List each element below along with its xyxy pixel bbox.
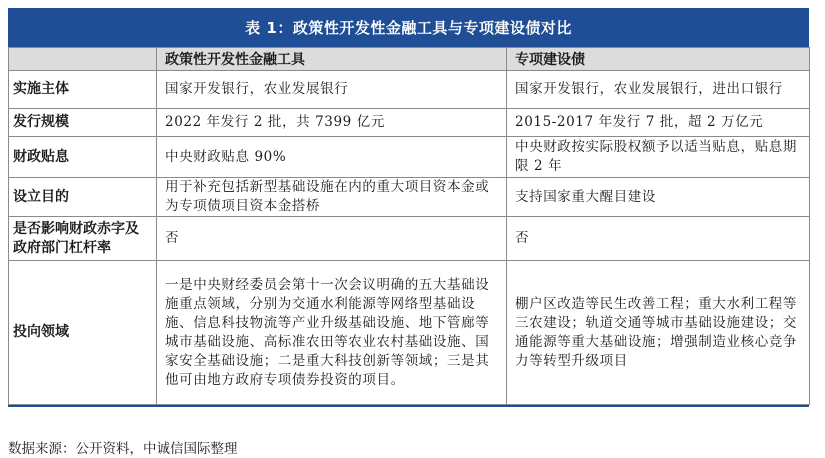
cell-policy-tool: 2022 年发行 2 批，共 7399 亿元: [157, 109, 507, 137]
cell-policy-tool: 用于补充包括新型基础设施在内的重大项目资本金或为专项债项目资本金搭桥: [157, 178, 507, 217]
cell-special-bond: 棚户区改造等民生改善工程；重大水利工程等三农建设；轨道交通等城市基础设施建设；交通能源等重大基础设施；增强制造业核心竞争力等转型升级项目: [507, 261, 810, 405]
comparison-table: [8, 47, 810, 405]
bottom-rule: [8, 405, 809, 407]
table-title: 表 1：政策性开发性金融工具与专项建设债对比: [8, 8, 809, 47]
header-policy-tool: 政策性开发性金融工具: [157, 48, 507, 71]
cell-policy-tool: 否: [157, 217, 507, 261]
row-label: 实施主体: [9, 71, 157, 109]
cell-policy-tool: 国家开发银行，农业发展银行: [157, 71, 507, 109]
cell-special-bond: 国家开发银行，农业发展银行，进出口银行: [507, 71, 810, 109]
row-label: 发行规模: [9, 109, 157, 137]
cell-policy-tool: 一是中央财经委员会第十一次会议明确的五大基础设施重点领域，分别为交通水利能源等网络型基础设施、信息科技物流等产业升级基础设施、地下管廊等城市基础设施、高标准农田等农业农村基础设施、国家安全基础设施；二是重大科技创新等领域；三是其他可由地方政府专项债券投资的项目。: [157, 261, 507, 405]
cell-special-bond: 2015-2017 年发行 7 批，超 2 万亿元: [507, 109, 810, 137]
table-row: [9, 178, 810, 217]
cell-special-bond: 支持国家重大醒目建设: [507, 178, 810, 217]
row-label: 是否影响财政赤字及政府部门杠杆率: [9, 217, 157, 261]
cell-special-bond: 中央财政按实际股权额予以适当贴息，贴息期限 2 年: [507, 137, 810, 178]
row-label: 投向领域: [9, 261, 157, 405]
cell-special-bond: 否: [507, 217, 810, 261]
header-blank: [9, 48, 157, 71]
table-row: [9, 71, 810, 109]
row-label: 设立目的: [9, 178, 157, 217]
table-row: [9, 261, 810, 405]
row-label: 财政贴息: [9, 137, 157, 178]
header-row: [9, 48, 810, 71]
source-note: 数据来源：公开资料，中诚信国际整理: [8, 441, 238, 457]
table-row: [9, 109, 810, 137]
table-row: [9, 217, 810, 261]
header-special-bond: 专项建设债: [507, 48, 810, 71]
table-row: [9, 137, 810, 178]
cell-policy-tool: 中央财政贴息 90%: [157, 137, 507, 178]
comparison-table-container: [8, 8, 809, 407]
